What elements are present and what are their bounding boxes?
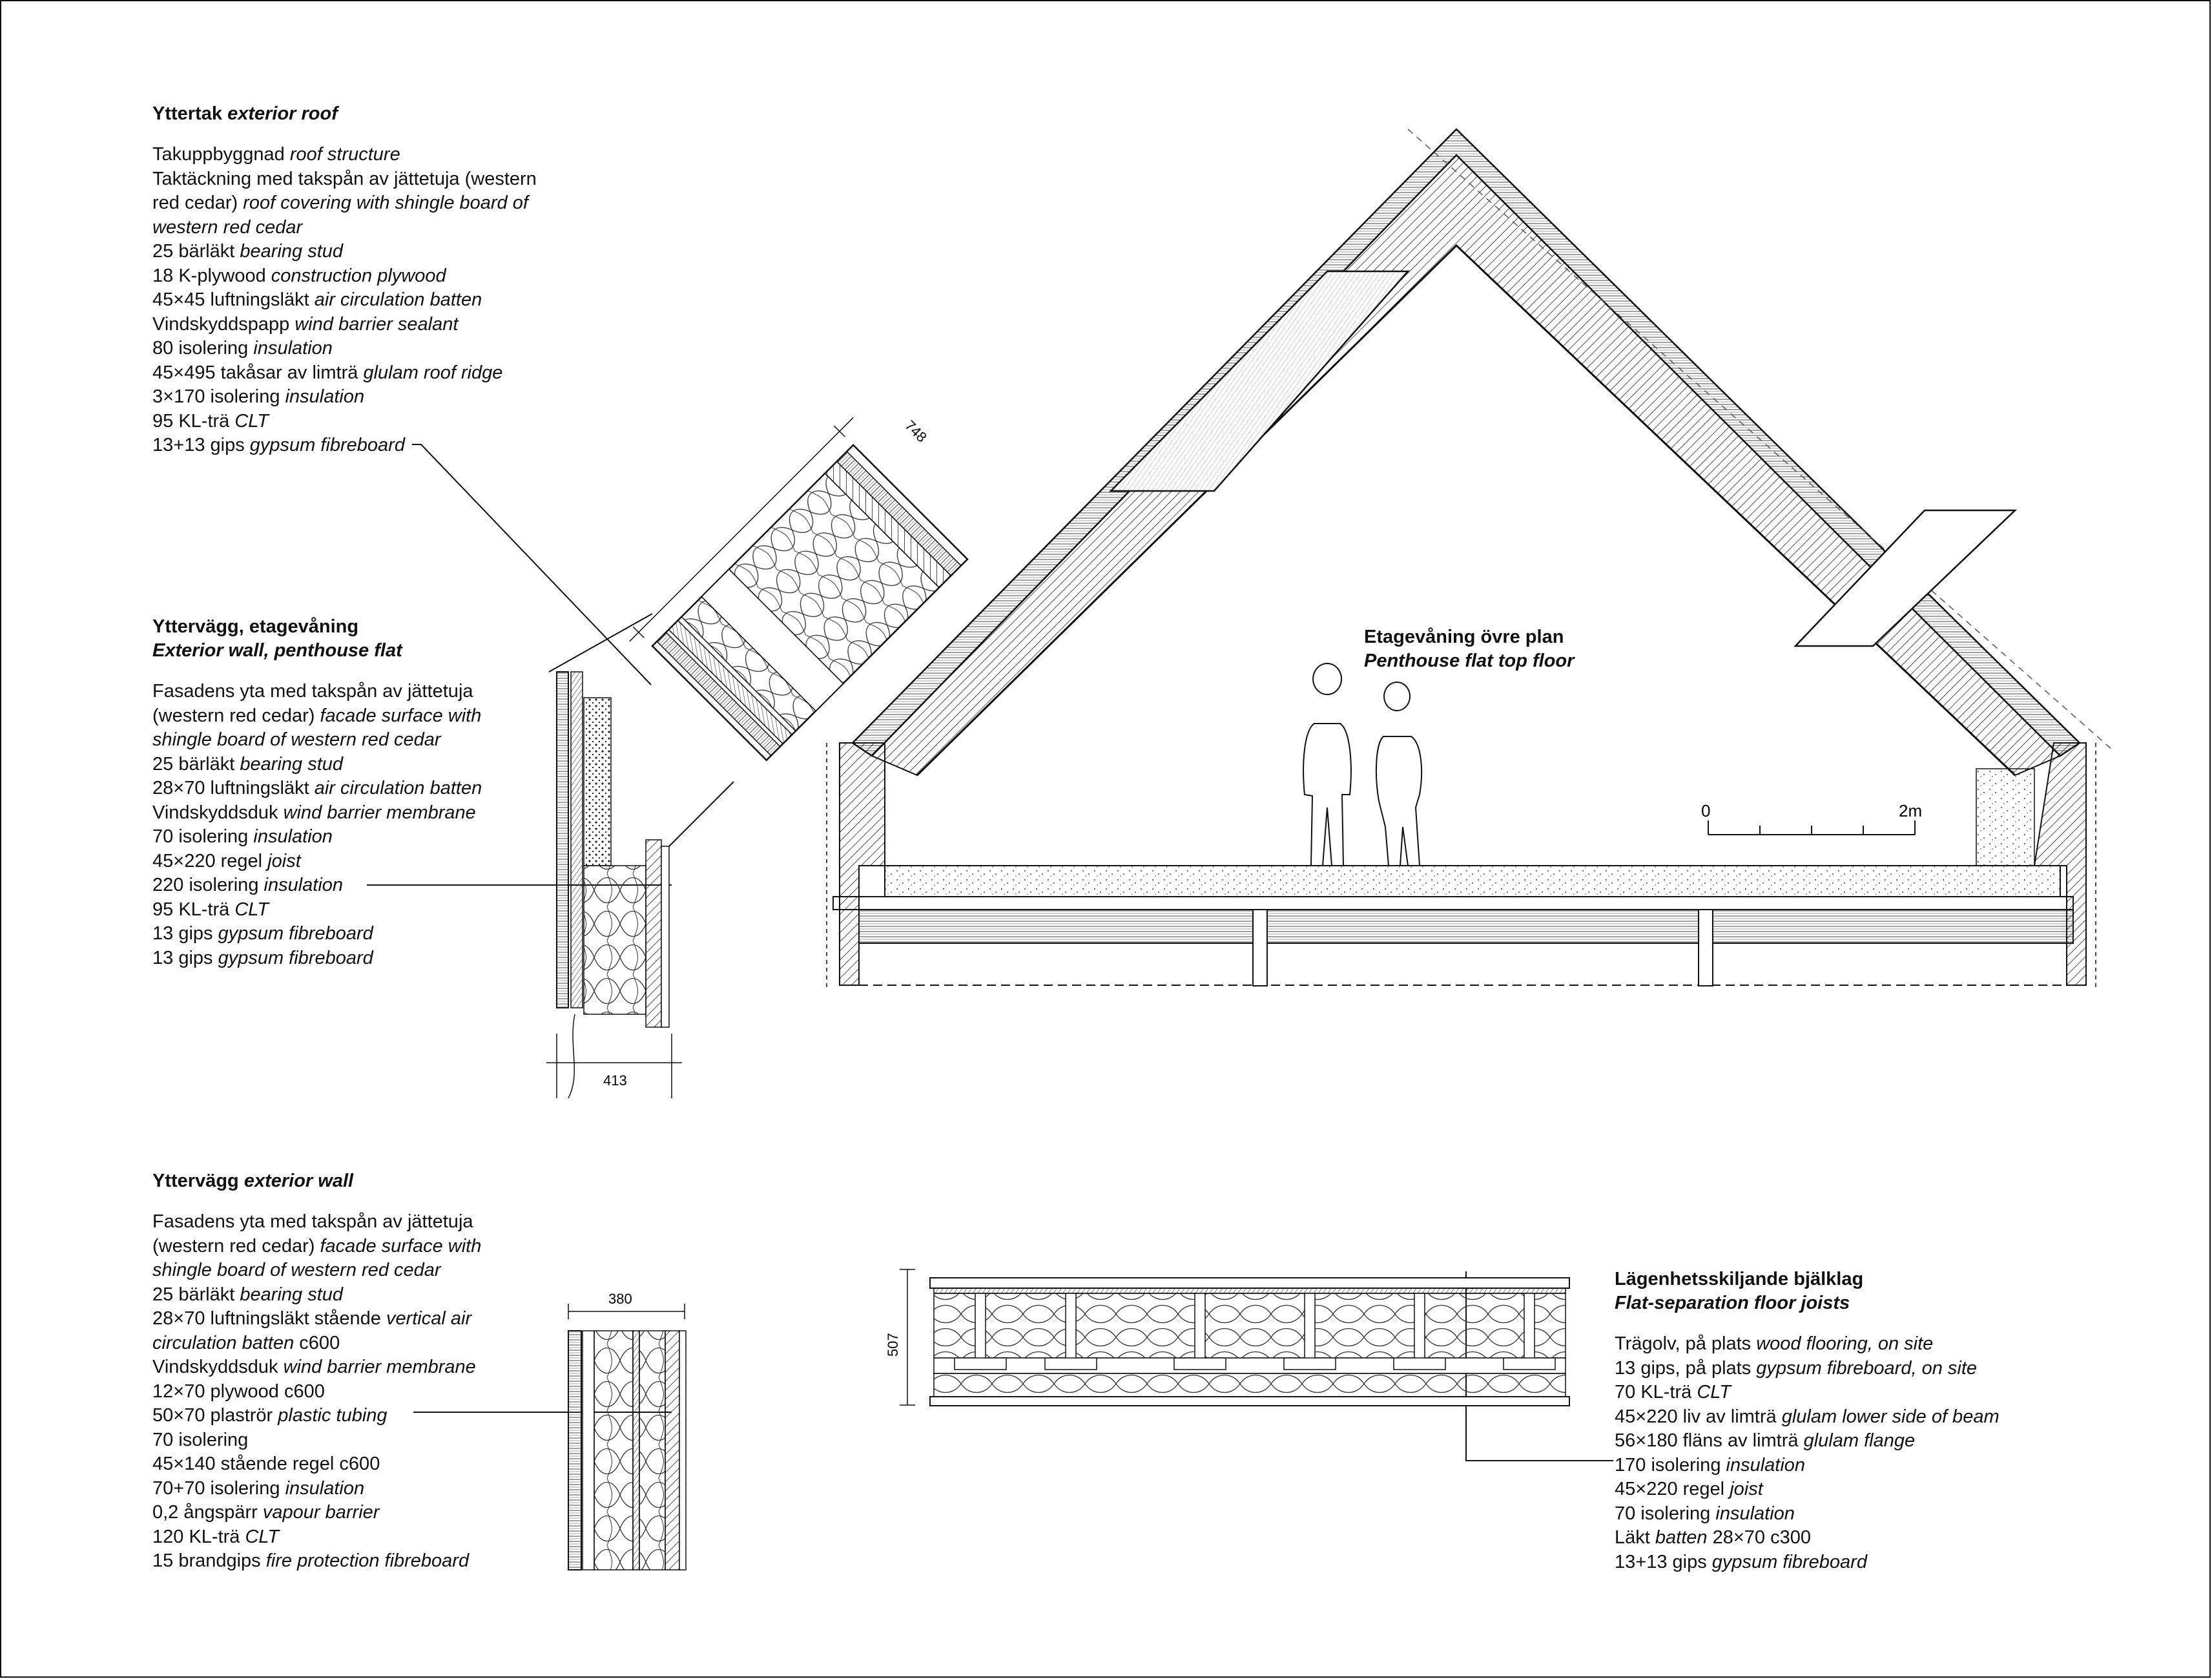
layer-text-en: construction plywood xyxy=(271,265,446,286)
layer-text-sv: 70 isolering xyxy=(152,826,249,847)
layer-text-en: bearing stud xyxy=(240,753,344,775)
penthouse-wall-heading: Yttervägg, etagevåning Exterior wall, penthouse flat xyxy=(152,616,402,661)
layer-text-tail: c600 xyxy=(294,1332,340,1353)
layer-text-sv: Taktäckning med takspån av jättetuja (western xyxy=(152,168,537,189)
layer-text-sv: 70+70 isolering xyxy=(152,1477,280,1499)
layer-text-sv: Takuppbyggnad xyxy=(152,144,285,165)
people-silhouettes xyxy=(1303,663,1421,866)
layer-text-sv: 70 isolering xyxy=(152,1429,249,1450)
layer-text-sv: 0,2 ångspärr xyxy=(152,1502,258,1523)
layer-text-en: facade surface with xyxy=(320,1235,482,1257)
layer-text-sv: 13 gips xyxy=(152,947,213,968)
layer-text-en: air circulation batten xyxy=(314,778,482,798)
scale-bar-start: 0 xyxy=(1701,801,1711,820)
layer-text-sv: 220 isolering xyxy=(152,875,259,895)
penthouse-wall-dimension: 413 xyxy=(603,1072,627,1089)
layer-text-sv: 70 KL-trä xyxy=(1615,1382,1692,1403)
layer-text-en: insulation xyxy=(253,826,333,847)
layer-text-sv: 12×70 plywood c600 xyxy=(152,1381,325,1402)
layer-text-en: glulam lower side of beam xyxy=(1781,1406,2000,1427)
layer-text-en: circulation batten xyxy=(152,1332,295,1353)
layer-text-sv: 45×495 takåsar av limträ xyxy=(152,362,358,383)
layer-text-en: roof structure xyxy=(289,144,400,165)
roof-build-up xyxy=(872,155,2060,775)
layer-text-en: wind barrier sealant xyxy=(295,313,459,335)
exterior-wall-section xyxy=(568,1291,686,1570)
layer-text-sv: 45×140 stående regel c600 xyxy=(152,1454,380,1474)
layer-text-sv: Vindskyddspapp xyxy=(152,313,290,335)
layer-text-sv: (western red cedar) xyxy=(152,1235,315,1257)
layer-text-sv: 95 KL-trä xyxy=(152,899,230,920)
layer-text-sv: 13 gips xyxy=(152,923,213,944)
layer-text-sv: Trägolv, på plats xyxy=(1615,1333,1752,1354)
layer-text-en: insulation xyxy=(1726,1454,1806,1476)
layer-text-en: gypsum fibreboard, on site xyxy=(1756,1357,1978,1379)
layer-text-sv: 120 KL-trä xyxy=(152,1526,240,1547)
layer-text-sv: 50×70 plaströr xyxy=(152,1405,273,1426)
penthouse-section xyxy=(827,129,2112,988)
layer-text-sv: 170 isolering xyxy=(1615,1454,1721,1476)
layer-text-en: insulation xyxy=(285,386,365,407)
scale-bar xyxy=(1708,820,1915,835)
layer-text-en: glulam roof ridge xyxy=(363,362,503,383)
layer-text-en: plastic tubing xyxy=(278,1405,388,1426)
layer-text-en: gypsum fibreboard xyxy=(249,435,405,455)
layer-text-en: fire protection fibreboard xyxy=(265,1550,470,1571)
layer-text-en: western red cedar xyxy=(152,216,303,238)
layer-text-en: CLT xyxy=(234,410,269,432)
right-wall xyxy=(2034,743,2086,985)
layer-text-en: roof covering with shingle board of xyxy=(243,193,528,213)
layer-text-en: gypsum fibreboard xyxy=(218,923,373,944)
layer-text-sv: 13+13 gips xyxy=(1615,1551,1707,1572)
roof-heading: Yttertak exterior roof xyxy=(152,103,338,124)
layer-text-sv: 45×220 liv av limträ xyxy=(1615,1406,1777,1427)
layer-text-en: air circulation batten xyxy=(314,289,482,310)
layer-text-en: joist xyxy=(267,850,301,871)
pent-wall-shingle xyxy=(557,672,568,1008)
layer-text-sv: Läkt xyxy=(1615,1527,1650,1548)
floor-dimension: 507 xyxy=(885,1333,901,1357)
layer-text-sv: 70 isolering xyxy=(1615,1503,1711,1524)
layer-text-sv: Fasadens yta med takspån av jättetuja xyxy=(152,681,473,702)
floor-finish xyxy=(885,866,2060,897)
exterior-wall-heading: Yttervägg exterior wall xyxy=(152,1171,354,1191)
floor-clt xyxy=(859,910,2073,943)
layer-text-sv: 25 bärläkt xyxy=(152,753,235,775)
layer-text-en: CLT xyxy=(1697,1382,1731,1403)
layer-text-en: wood flooring, on site xyxy=(1756,1333,1934,1354)
floor-joist-section xyxy=(885,1269,1569,1406)
layer-text-en: shingle board of western red cedar xyxy=(152,729,441,750)
roof-dimension: 748 xyxy=(902,417,931,446)
layer-text-en: gypsum fibreboard xyxy=(218,947,373,968)
layer-text-sv: 95 KL-trä xyxy=(152,410,230,432)
layer-text-sv: Vindskyddsduk xyxy=(152,802,278,823)
layer-text-sv: 18 K-plywood xyxy=(152,265,266,286)
layer-text-en: bearing stud xyxy=(240,1284,344,1305)
layer-text-sv: 45×220 regel xyxy=(1615,1479,1725,1499)
layer-text-sv: 15 brandgips xyxy=(152,1550,261,1571)
layer-text-sv: Vindskyddsduk xyxy=(152,1357,278,1377)
layer-text-en: vertical air xyxy=(386,1308,472,1329)
layer-text-en: insulation xyxy=(1715,1503,1795,1524)
layer-text-en: insulation xyxy=(253,338,333,359)
layer-text-sv: red cedar) xyxy=(152,193,238,213)
left-wall xyxy=(840,743,885,985)
layer-text-sv: 28×70 luftningsläkt stående xyxy=(152,1308,381,1329)
layer-text-sv: Fasadens yta med takspån av jättetuja xyxy=(152,1211,473,1232)
layer-text-en: facade surface with xyxy=(320,705,482,726)
layer-text-en: joist xyxy=(1730,1479,1763,1499)
layer-text-en: wind barrier membrane xyxy=(283,1357,476,1377)
layer-text-tail: 28×70 c300 xyxy=(1707,1527,1811,1548)
layer-text-en: vapour barrier xyxy=(262,1502,380,1523)
layer-text-en: shingle board of western red cedar xyxy=(152,1260,441,1280)
layer-text-sv: 13+13 gips xyxy=(152,435,245,455)
layer-text-sv: 3×170 isolering xyxy=(152,386,280,407)
layer-text-sv: 25 bärläkt xyxy=(152,241,235,262)
layer-text-en: insulation xyxy=(285,1477,365,1499)
layer-text-sv: 45×220 regel xyxy=(152,850,263,871)
layer-text-sv: 80 isolering xyxy=(152,338,249,359)
layer-text-sv: 28×70 luftningsläkt xyxy=(152,778,309,798)
layer-text-sv: 13 gips, på plats xyxy=(1615,1357,1752,1379)
section-label-en: Penthouse flat top floor xyxy=(1364,651,1575,671)
layer-text-sv: 25 bärläkt xyxy=(152,1284,235,1305)
scale-bar-end: 2m xyxy=(1899,801,1923,820)
layer-text-en: wind barrier membrane xyxy=(283,802,476,823)
layer-text-en: CLT xyxy=(245,1526,280,1547)
layer-text-sv: 56×180 fläns av limträ xyxy=(1615,1430,1799,1451)
layer-text-en: batten xyxy=(1655,1527,1708,1548)
layer-text-en: glulam flange xyxy=(1803,1430,1916,1451)
layer-text-en: CLT xyxy=(234,899,269,920)
floor-joist-heading: Lägenhetsskiljande bjälklag Flat-separation floor joists xyxy=(1615,1269,1864,1313)
layer-text-sv: (western red cedar) xyxy=(152,705,315,726)
layer-text-en: gypsum fibreboard xyxy=(1711,1551,1867,1572)
layer-text-en: bearing stud xyxy=(240,241,344,262)
layer-text-en: insulation xyxy=(264,875,344,895)
layer-text-sv: 45×45 luftningsläkt xyxy=(152,289,309,310)
section-label-sv: Etagevåning övre plan xyxy=(1364,627,1564,647)
wall-dimension: 380 xyxy=(608,1291,632,1307)
